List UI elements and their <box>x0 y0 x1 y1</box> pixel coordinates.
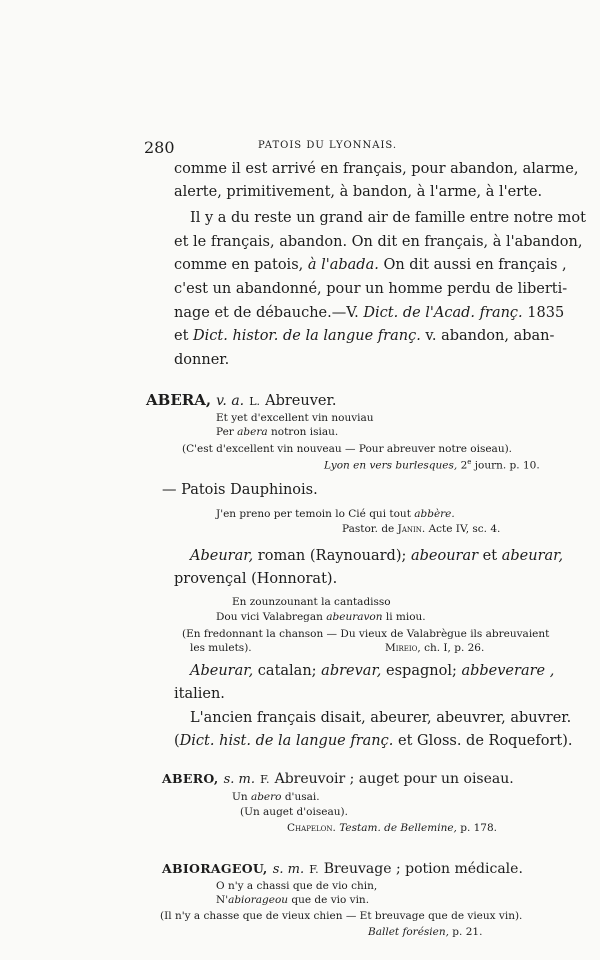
provencal-quote-2: Dou vici Valabregan abeuravon li miou. <box>216 611 426 623</box>
abera-headword: ABERA, <box>146 391 212 409</box>
abera-definition: Abreuver. <box>265 393 337 409</box>
running-title: PATOIS DU LYONNAIS. <box>258 140 398 151</box>
abero-headword: ABERO, <box>162 771 219 786</box>
intro-line-7: nage et de débauche.—V. Dict. de l'Acad. franç. 1835 <box>174 305 565 321</box>
intro-line-6: c'est un abandonné, pour un homme perdu de liberti- <box>174 281 568 297</box>
intro-line-4: et le français, abandon. On dit en français, à l'abandon, <box>174 234 583 250</box>
abiorageou-quote-2: N'abiorageou que de vio vin. <box>216 894 370 906</box>
abiorageou-headword: ABIORAGEOU, <box>162 861 268 876</box>
abera-quote-1: Et yet d'excellent vin nouviau <box>216 412 374 424</box>
catalan-line-2: italien. <box>174 686 225 702</box>
intro-line-5-a: comme en patois, <box>174 257 308 273</box>
abera-translation: (C'est d'excellent vin nouveau — Pour abreuver notre oiseau). <box>182 443 513 455</box>
abiorageou-grammar: s. m. <box>272 862 305 877</box>
intro-line-9: donner. <box>174 352 230 368</box>
abero-source: Chapelon. Testam. de Bellemine, p. 178. <box>287 822 498 834</box>
provencal-translation-2: les mulets). <box>190 642 252 654</box>
abero-grammar: s. m. <box>223 772 255 787</box>
intro-line-1: comme il est arrivé en français, pour abandon, alarme, <box>174 161 579 177</box>
entry-abera-heading <box>146 390 336 409</box>
dauphinois-source: Pastor. de Janin. Acte IV, sc. 4. <box>342 523 501 535</box>
entry-abiorageou-heading <box>162 858 523 877</box>
intro-line-5-abada: à l'abada. <box>307 257 379 273</box>
provencal-source: Mireio, ch. I, p. 26. <box>385 642 485 654</box>
abera-source: Lyon en vers burlesques, 2e journ. p. 10. <box>324 458 540 472</box>
page-number: 280 <box>144 138 175 157</box>
catalan-line-1: Abeurar, catalan; abrevar, espagnol; abbeverare , <box>190 663 555 679</box>
provencal-line-2: provençal (Honnorat). <box>174 571 338 587</box>
abero-quote: Un abero d'usai. <box>232 791 320 803</box>
dauphinois-heading: — Patois Dauphinois. <box>162 482 318 498</box>
provencal-quote-1: En zounzounant la cantadisso <box>232 596 391 608</box>
abiorageou-translation: (Il n'y a chasse que de vieux chien — Et breuvage que de vieux vin). <box>160 910 523 922</box>
provencal-translation-1: (En fredonnant la chanson — Du vieux de Valabrègue ils abreuvaient <box>182 628 550 640</box>
abero-translation: (Un auget d'oiseau). <box>240 806 348 818</box>
ancien-line-1: L'ancien français disait, abeurer, abeuvrer, abuvrer. <box>190 710 572 726</box>
intro-line-3: Il y a du reste un grand air de famille entre notre mot <box>190 210 586 226</box>
abiorageou-quote-1: O n'y a chassi que de vio chin, <box>216 880 378 892</box>
provencal-line-1: Abeurar, roman (Raynouard); abeourar et abeurar, <box>190 548 564 564</box>
abero-region: F. <box>260 773 270 786</box>
abiorageou-definition: Breuvage ; potion médicale. <box>323 861 523 877</box>
entry-abero-heading <box>162 768 514 787</box>
intro-line-5-b: On dit aussi en français , <box>378 257 567 273</box>
abera-quote-2: Per abera notron isiau. <box>216 426 339 438</box>
intro-line-5 <box>174 257 567 273</box>
ancien-line-2: (Dict. hist. de la langue franç. et Gloss. de Roquefort). <box>174 733 573 749</box>
abera-region: L. <box>249 395 261 408</box>
abiorageou-region: F. <box>309 863 319 876</box>
intro-line-2: alerte, primitivement, à bandon, à l'arme, à l'erte. <box>174 184 543 200</box>
intro-line-8: et Dict. histor. de la langue franç. v. abandon, aban- <box>174 328 555 344</box>
dauphinois-quote: J'en preno per temoin lo Cié qui tout abbère. <box>216 508 455 520</box>
abera-grammar: v. a. <box>216 393 245 409</box>
abiorageou-source: Ballet forésien, p. 21. <box>368 926 483 938</box>
abero-definition: Abreuvoir ; auget pour un oiseau. <box>274 771 514 787</box>
